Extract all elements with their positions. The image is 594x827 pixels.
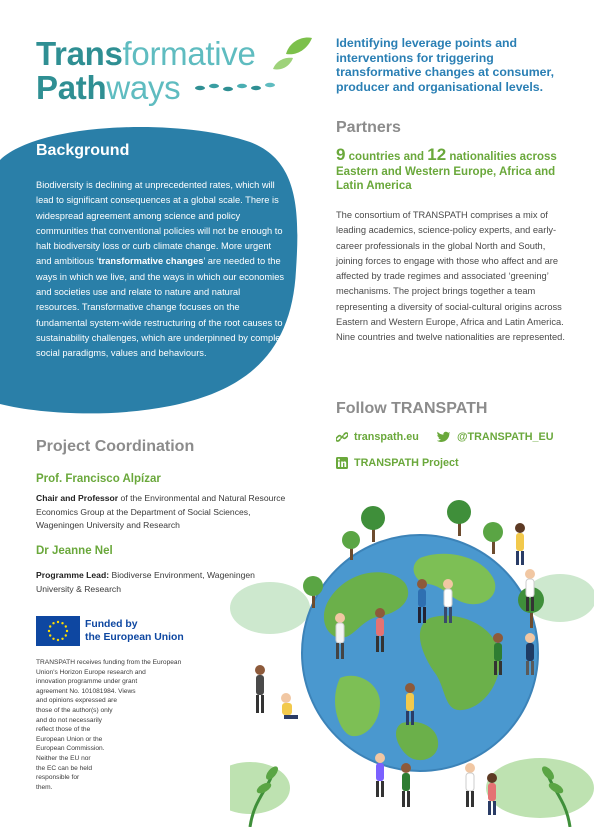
dots-trail-icon <box>194 78 284 94</box>
coordinator-1-name: Prof. Francisco Alpízar <box>36 473 161 485</box>
tagline: Identifying leverage points and interventions for triggering transformative changes at consumer, producer and organisational levels. <box>336 36 555 94</box>
linkedin-icon <box>336 457 348 469</box>
partners-headline: 9 countries and 12 nationalities across Eastern and Western Europe, Africa and Latin America <box>336 145 557 192</box>
eu-disclaimer: TRANSPATH receives funding from the European Union's Horizon Europe research and innovation programme under grant agreement No. 101081984. Views and opinions expressed are those of the author(s) only and do not necessarily reflect those of the European Union or the European Commission. Neither the EU nor the EC can be held responsible for them. <box>36 659 182 791</box>
logo-line1: Transformative <box>36 35 256 72</box>
coordinator-2-name: Dr Jeanne Nel <box>36 545 113 557</box>
coordinator-1-desc: Chair and Professor of the Environmental and Natural Resource Economics Group at the Department of Social Sciences, Wageningen University and Research <box>36 493 286 531</box>
twitter-icon <box>437 431 451 443</box>
link-icon <box>336 431 348 443</box>
background-title: Background <box>36 142 130 159</box>
coordination-title: Project Coordination <box>36 438 195 455</box>
eu-funded-label: Funded by the European Union <box>85 619 184 643</box>
coordinator-2-desc: Programme Lead: Biodiverse Environment, Wageningen University & Research <box>36 570 255 594</box>
follow-title: Follow TRANSPATH <box>336 400 488 417</box>
logo <box>36 36 316 106</box>
leaf-icon <box>284 36 314 58</box>
logo-line2: Pathways <box>36 69 181 106</box>
background-text: Biodiversity is declining at unprecedented rates, which will lead to significant consequences at a global scale. There is widespread agreement among science and policy communities that conventional policies will not be enough to halt biodiversity loss or curb climate change. More urgent and ambitious ‘transformative changes’ are needed to the ways in which we live, and the ways in which our economies and societies use and relate to nature and natural resources. Transformative change focuses on the fundamental system-wide restructuring of the root causes to sustainability challenges, which are underpinned by complex social paradigms, values and behaviours. <box>36 180 286 359</box>
eu-flag-icon <box>36 616 80 646</box>
leaf-icon <box>272 56 294 72</box>
globe-people-illustration <box>230 488 594 827</box>
twitter-link[interactable]: @TRANSPATH_EU <box>437 431 554 443</box>
partners-text: The consortium of TRANSPATH comprises a mix of leading academics, science-policy experts, and early-career professionals in the global North and South, joining forces to engage with those who affect and are affected by trade regimes and associated ‘greening’ mechanisms. The project brings together a team representing a diversity of social-cultural origins across Eastern and Western Europe, Africa and Latin America. Nine countries and twelve nationalities are represented. <box>336 210 565 343</box>
website-link[interactable]: transpath.eu <box>336 431 419 443</box>
linkedin-link[interactable]: TRANSPATH Project <box>336 457 459 469</box>
partners-title: Partners <box>336 119 401 136</box>
